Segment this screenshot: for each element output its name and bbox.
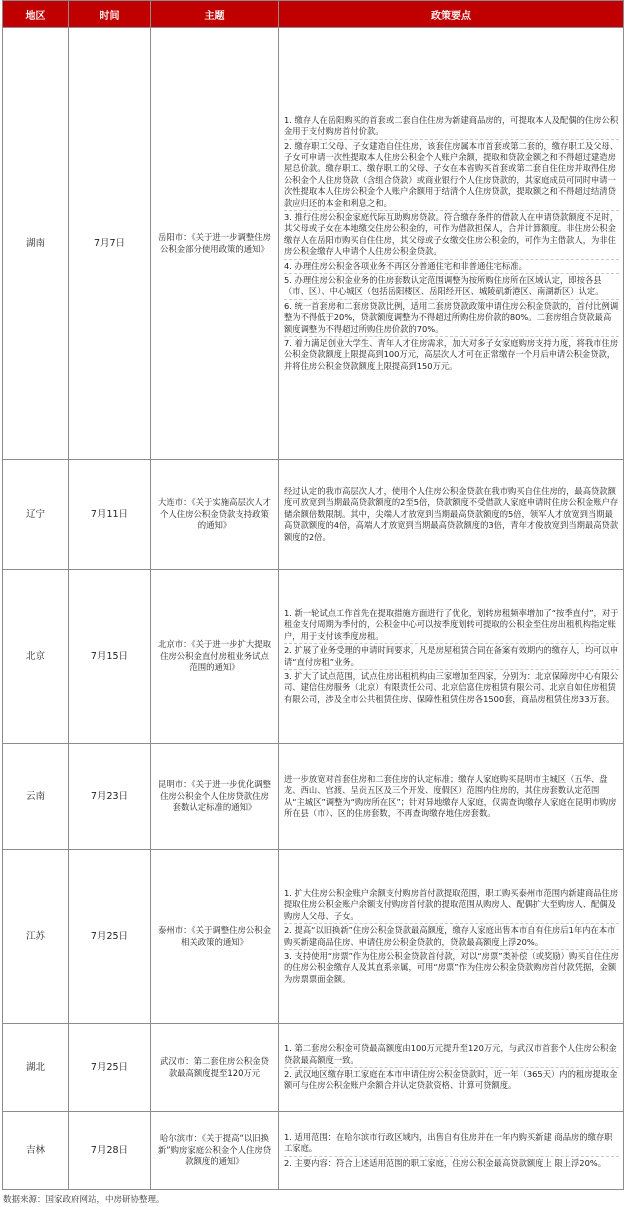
topic-cell: 北京市：《关于进一步扩大提取住房公积金直付房租业务试点范围的通知》	[151, 570, 279, 744]
policy-point: 7. 着力满足创业大学生、青年人才住房需求，加大对多子女家庭购房支持力度，将我市住房公积金贷款额度上限提高到100万元，高层次人才可在正常缴存一个月后申请公积金贷款，并将住房公积金贷款额度上限提高到150万元。	[284, 338, 619, 371]
policy-point: 1. 缴存人在岳阳购买的首套或二套自住住房为新建商品房的，可提取本人及配偶的住房公积金用于支付购房首付价款。	[284, 114, 619, 140]
date-cell: 7月25日	[69, 1024, 151, 1112]
table-row	[3, 1112, 624, 1190]
region-cell: 江苏	[3, 850, 69, 1024]
topic-cell: 岳阳市：《关于进一步调整住房公积金部分使用政策的通知》	[151, 28, 279, 460]
date-cell: 7月23日	[69, 744, 151, 850]
topic-cell: 大连市：《关于实施高层次人才个人住房公积金贷款支持政策的通知》	[151, 460, 279, 570]
policy-table	[2, 0, 624, 1190]
date-cell: 7月11日	[69, 460, 151, 570]
region-cell: 湖北	[3, 1024, 69, 1112]
policy-point: 6. 统一首套房和二套房贷款比例，适用二套房贷款政策申请住房公积金贷款的，首付比例调整为不得低于20%，贷款额度调整为不得超过所购住房价款的80%。二套房组合贷款最高额度调整为不得超过所购住房价款的70%。	[284, 300, 619, 337]
policy-cell	[279, 28, 624, 460]
table-row	[3, 28, 624, 460]
date-cell: 7月15日	[69, 570, 151, 744]
policy-cell	[279, 744, 624, 850]
date-cell: 7月28日	[69, 1112, 151, 1190]
data-source-note: 数据来源：国家政府网站，中房研协整理。	[3, 1195, 165, 1205]
table-row	[3, 744, 624, 850]
policy-point: 2. 武汉地区缴存职工家庭在本市申请住房公积金贷款时，近一年（365天）内的租房提取金额可与住房公积金账户余额合并认定贷款资格、计算可贷额度。	[284, 1069, 618, 1091]
policy-point: 3. 扩大了试点范围，试点住房出租机构由三家增加至四家，分别为：北京保障房中心有限公司、建信住房服务（北京）有限责任公司、北京信富住房租赁有限公司、北京自如住房租赁有限公司，涉及全市公共租赁住房、保障性租赁住房各1500套，商品房租赁住房33万套。	[284, 670, 619, 704]
table-row	[3, 850, 624, 1024]
table-row	[3, 460, 624, 570]
policy-cell	[279, 850, 624, 1024]
policy-point: 1. 新一轮试点工作首先在提取措施方面进行了优化，划转房租频率增加了“按季直付”，对于租金支付周期为季付的，公积金中心可以按季度划转可提取的公积金至住房出租机构指定账户，用于支付该季度房租。	[284, 607, 619, 644]
table-header-row	[3, 1, 624, 28]
policy-point: 3. 支持使用“房票”作为住房公积金贷款首付款，对以“房票”类补偿（或奖励）购买自住住房的住房公积金缴存人及其直系亲属，可用“房票”作为住房公积金贷款购房首付款凭据，金额为房票票面金额。	[284, 950, 619, 984]
policy-point: 2. 扩展了业务受理的申请时间要求，凡是房屋租赁合同在备案有效期内的缴存人，均可以申请“直付房租”业务。	[284, 644, 619, 670]
region-cell: 吉林	[3, 1112, 69, 1190]
date-cell: 7月7日	[69, 28, 151, 460]
policy-point: 5. 办理住房公积金业务的住房套数认定范围调整为按所购住房所在区域认定，即按各县（市、区）、中心城区（包括岳阳楼区、岳阳经开区、城陵矶新港区、南湖新区）认定。	[284, 274, 619, 300]
topic-cell: 哈尔滨市：《关于提高“以旧换新”购房家庭公积金个人住房贷款额度的通知》	[151, 1112, 279, 1190]
policy-point: 3. 推行住房公积金家庭代际互助购房贷款。符合缴存条件的借款人在申请贷款额度不足时，其父母或子女在本地缴交住房公积金的，可作为借款担保人，合并计算额度。非住房公积金缴存人在岳阳市购买自住住房，其父母或子女缴交住房公积金的，可作为主借款人，为非住房公积金缴存人申请个人住房公积金贷款。	[284, 211, 619, 260]
policy-point: 2. 主要内容：符合上述适用范围的职工家庭，住房公积金最高贷款额度上 限上浮20%。	[284, 1157, 607, 1168]
header-time: 时间	[69, 1, 151, 28]
policy-cell	[279, 570, 624, 744]
header-region: 地区	[3, 1, 69, 28]
policy-cell	[279, 1024, 624, 1112]
region-cell: 辽宁	[3, 460, 69, 570]
policy-point: 2. 提高“以旧换新”住房公积金贷款最高额度，缴存人家庭出售本市自有住房后1年内在本市购买新建商品住房、申请住房公积金贷款的，贷款最高额度上浮20%。	[284, 924, 619, 950]
table-row	[3, 1024, 624, 1112]
policy-point: 1. 适用范围：在哈尔滨市行政区域内，出售自有住房并在一年内购买新建 商品房的缴存职工家庭。	[284, 1131, 619, 1157]
policy-point: 4. 办理住房公积金各项业务不再区分普通住宅和非普通住宅标准。	[284, 260, 619, 274]
policy-point: 1. 扩大住房公积金账户余额支付购房首付款提取范围，职工购买泰州市范围内新建商品住房提取住房公积金账户余额支付购房首付款的提取范围从购房人、配偶扩大至购房人、配偶及购房人父母、子女。	[284, 887, 619, 924]
policy-point: 2. 缴存职工父母、子女建造自住住房，该套住房属本市首套或第二套的，缴存职工及父母、子女可申请一次性提取本人住房公积金个人账户余额，提取和贷款金额之和不得超过建造房屋总价款。缴存职工、缴存职工的父母、子女在本省购买首套或第二套自住住房并取得住房公积金个人住房贷款（含组合贷款）或商业银行个人住房贷款的，其家庭成员可同时申请一次性提取本人住房公积金个人账户余额用于结清个人住房贷款，提取额之和不得超过结清贷款应归还的本金和利息之和。	[284, 140, 619, 211]
header-policy: 政策要点	[279, 1, 624, 28]
topic-cell: 泰州市：《关于调整住房公积金相关政策的通知》	[151, 850, 279, 1024]
region-cell: 云南	[3, 744, 69, 850]
table-body	[3, 28, 624, 1190]
region-cell: 湖南	[3, 28, 69, 460]
policy-point: 进一步放宽对首套住房和二套住房的认定标准；缴存人家庭购买昆明市主城区（五华、盘龙、西山、官渡、呈贡五区及三个开发、度假区）范围内住房的，其住房套数认定范围从“主城区”调整为“购房所在区”；针对异地缴存人家庭，仅需查询缴存人家庭在昆明市购房所在县（市）、区的住房套数，不再查询缴存地住房套数。	[284, 773, 617, 818]
date-cell: 7月25日	[69, 850, 151, 1024]
topic-cell: 昆明市：《关于进一步优化调整住房公积金个人住房贷款住房套数认定标准的通知》	[151, 744, 279, 850]
policy-cell	[279, 1112, 624, 1190]
policy-cell	[279, 460, 624, 570]
table-row	[3, 570, 624, 744]
policy-point: 经过认定的我市高层次人才，使用个人住房公积金贷款在我市购买自住住房的，最高贷款额度可放宽到当期最高贷款额度的2至5倍，贷款额度不受借款人家庭申请时住房公积金账户存储余额倍数限制。其中，尖端人才放宽到当期最高贷款额度的5倍，领军人才放宽到当期最高贷款额度的4倍，高端人才放宽到当期最高贷款额度的3倍，青年才俊放宽到当期最高贷款额度的2倍。	[284, 485, 619, 542]
region-cell: 北京	[3, 570, 69, 744]
topic-cell: 武汉市：第二套住房公积金贷款最高额度提至120万元	[151, 1024, 279, 1112]
policy-point: 1. 第二套房公积金可贷最高额度由100万元提升至120万元，与武汉市首套个人住房公积金贷款最高额度一致。	[284, 1042, 619, 1068]
header-topic: 主题	[151, 1, 279, 28]
